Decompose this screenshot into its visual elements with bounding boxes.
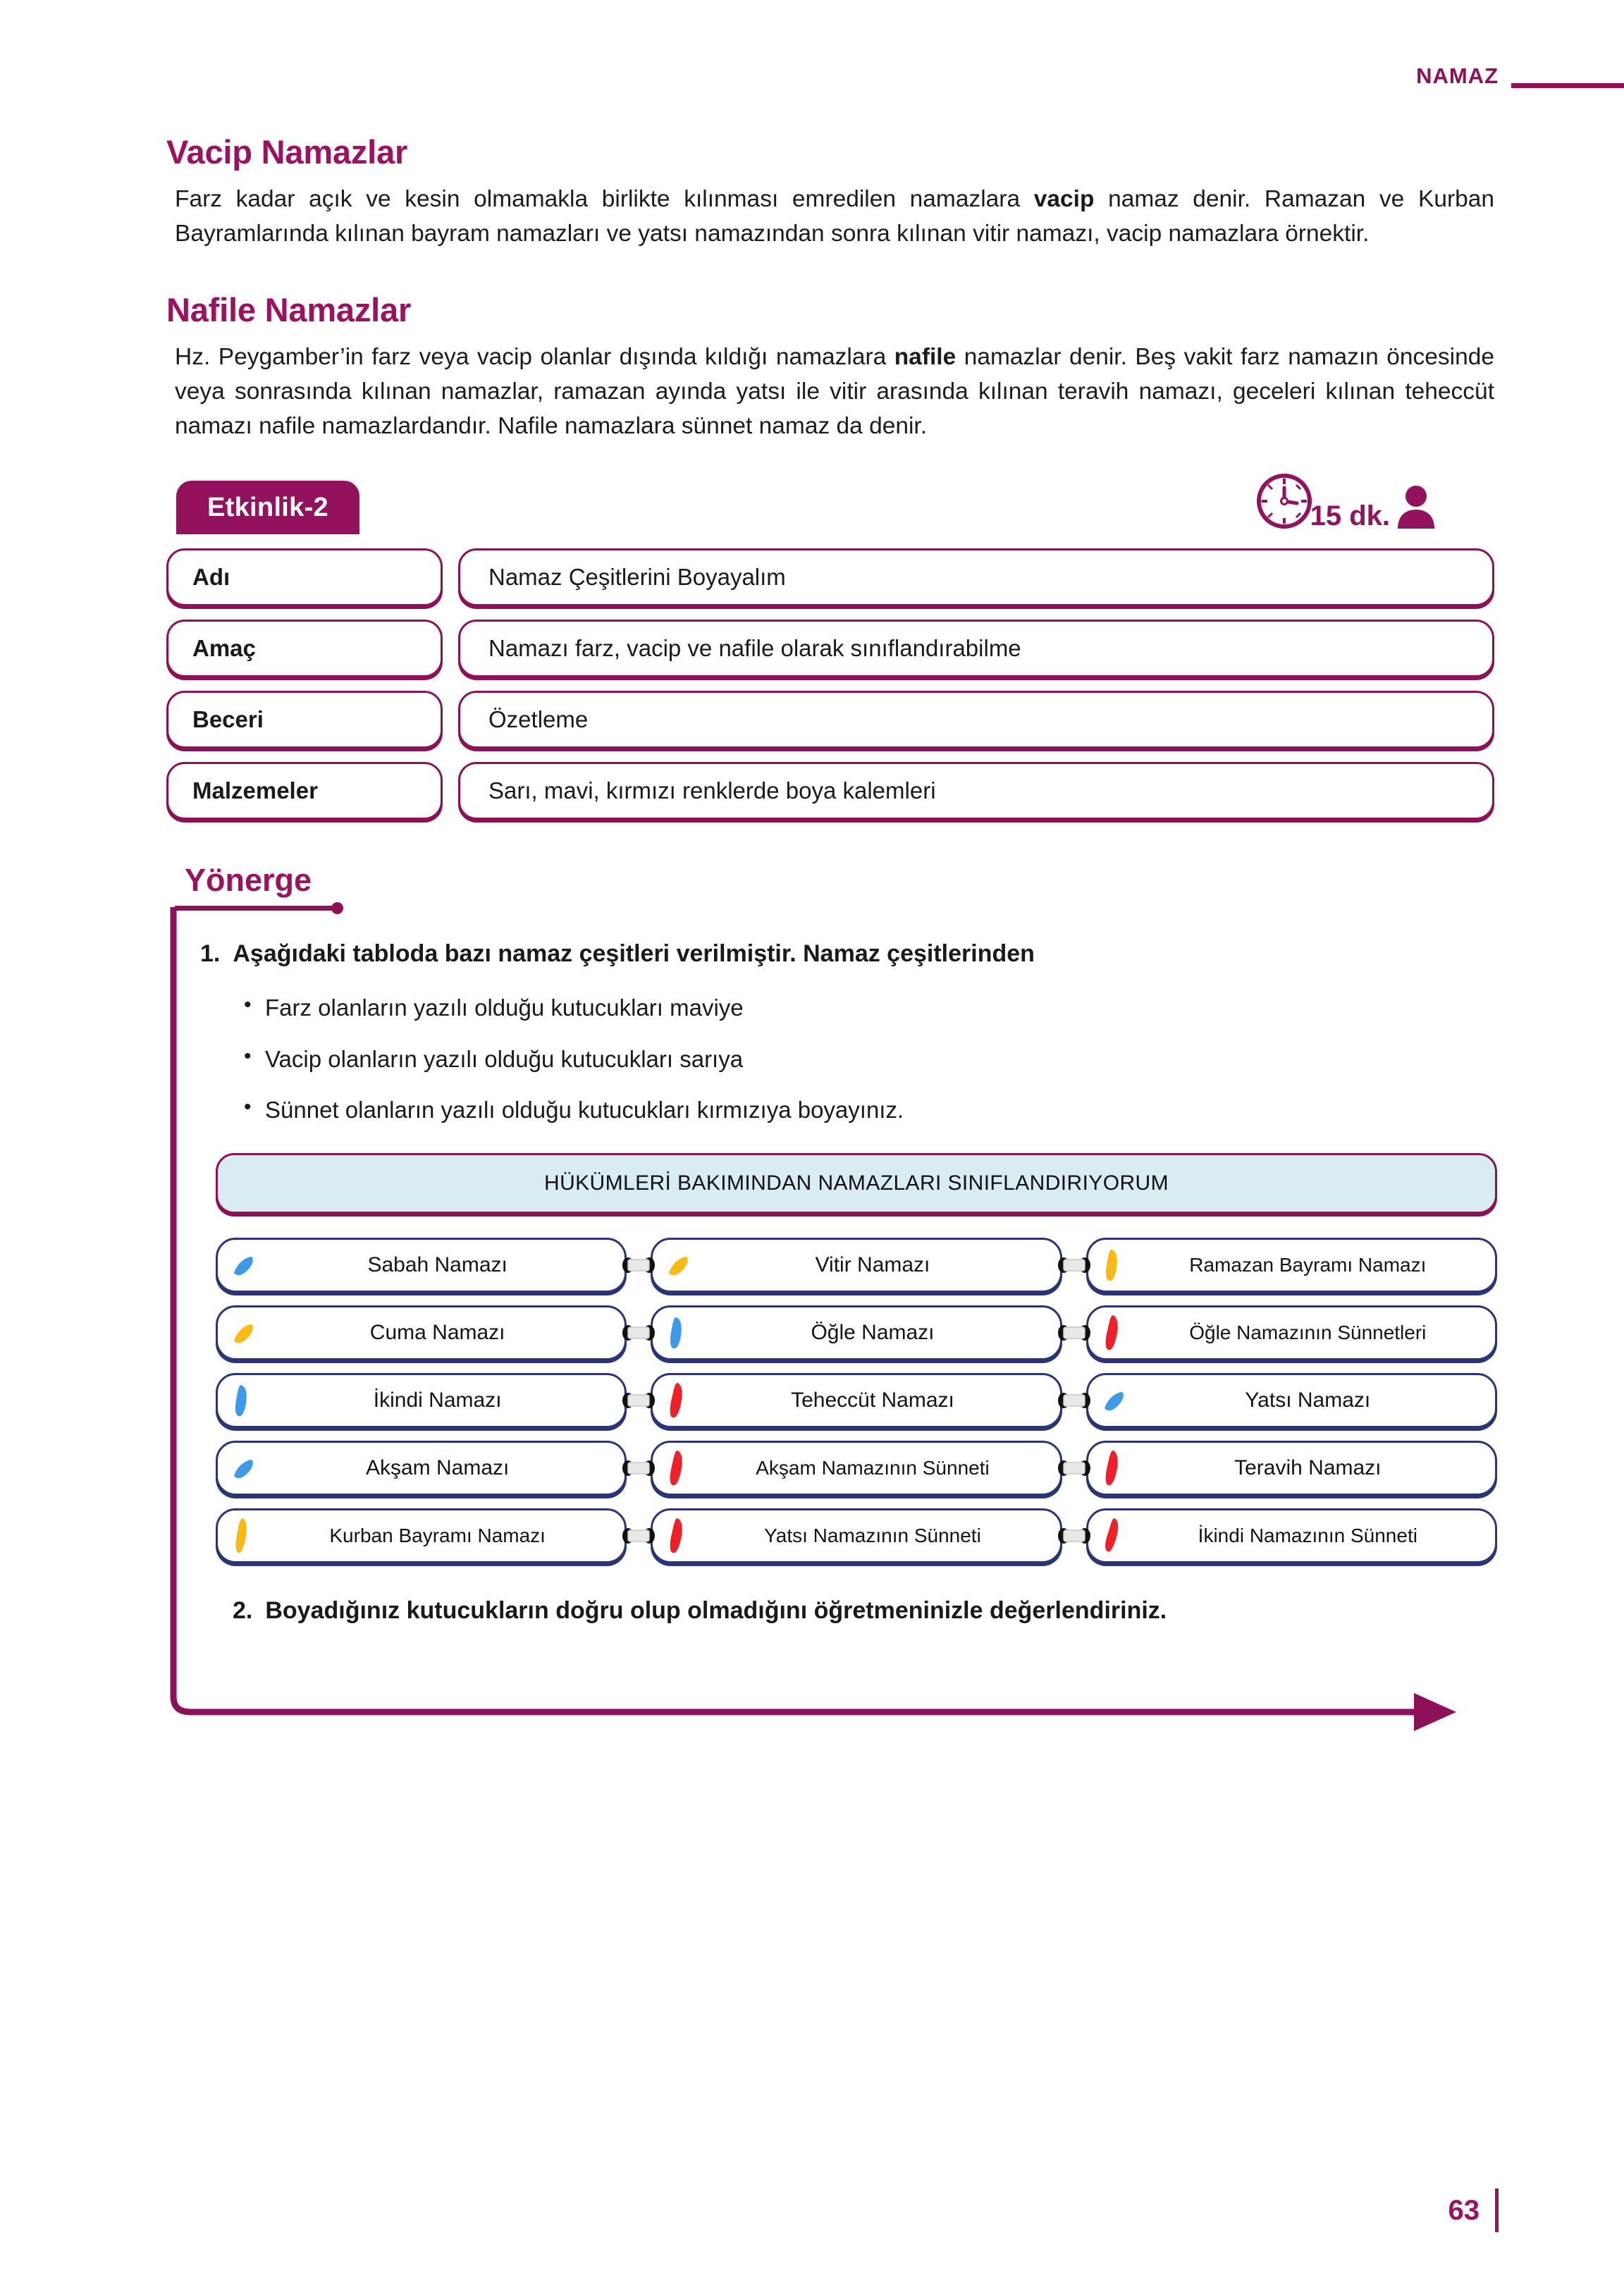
namaz-classification-table [216,1153,1497,1563]
namaz-label: Ramazan Bayramı Namazı [1189,1253,1427,1276]
instruction-step-2 [233,1597,1494,1625]
list-item: • Sünnet olanların yazılı olduğu kutucukları kırmızıya boyayınız. [244,1094,1494,1126]
crayon-stroke-icon [225,1516,262,1556]
header-rule [1511,83,1624,88]
page-header [0,55,1624,97]
footer-rule [1495,2189,1499,2232]
namaz-grid [216,1238,1497,1563]
crayon-stroke-icon [660,1448,696,1488]
paragraph-bold-term: nafile [894,343,956,370]
namaz-label: Öğle Namazı [811,1320,935,1344]
crayon-stroke-icon [660,1315,696,1351]
table-header-label: HÜKÜMLERİ BAKIMINDAN NAMAZLARI SINIFLANDIRIYORUM [544,1171,1169,1195]
section-paragraph-vacip [166,182,1494,251]
info-value-malzemeler: Sarı, mavi, kırmızı renklerde boya kalemleri [458,762,1494,820]
paragraph-prefix: Hz. Peygamber’in farz veya vacip olanlar dışında kıldığı namazlara [175,343,894,370]
namaz-box-kurban-bayrami[interactable] [216,1508,627,1563]
section-heading-vacip: Vacip Namazlar [166,133,408,171]
info-key-malzemeler: Malzemeler [166,762,443,820]
namaz-label: Teravih Namazı [1234,1455,1382,1479]
activity-duration-label: 15 dk. [1310,500,1390,531]
crayon-stroke-icon [1095,1313,1132,1353]
crayon-stroke-icon [1095,1516,1132,1556]
activity-duration-block [1254,471,1437,535]
table-row [216,1305,1497,1360]
activity-badge: Etkinlik-2 [176,481,359,534]
info-value-adi: Namaz Çeşitlerini Boyayalım [458,548,1494,606]
page-header-title: NAMAZ [1416,63,1499,88]
yonerge-underline-bar [175,906,338,911]
namaz-box-yatsi-sunneti[interactable] [651,1508,1062,1563]
step-2-number: 2. [233,1596,253,1624]
namaz-box-cuma[interactable] [216,1305,627,1360]
table-row [216,1441,1497,1496]
step-2-text: Boyadığınız kutucukların doğru olup olmadığını öğretmeninizle değerlendiriniz. [265,1596,1167,1624]
paragraph-prefix: Farz kadar açık ve kesin olmamakla birlikte kılınması emredilen namazlara [175,185,1034,212]
step-1-text: Aşağıdaki tabloda bazı namaz çeşitleri verilmiştir. Namaz çeşitlerinden [233,940,1035,967]
list-item: • Vacip olanların yazılı olduğu kutucukları sarıya [244,1043,1494,1076]
connector-icon [1058,1253,1090,1277]
connector-icon [622,1253,655,1277]
namaz-box-sabah[interactable] [216,1238,627,1293]
crayon-stroke-icon [225,1382,262,1419]
connector-icon [1058,1456,1090,1480]
namaz-box-teravih[interactable] [1086,1441,1497,1496]
page-number: 63 [1448,2194,1480,2226]
yonerge-section [166,863,1494,1625]
connector-icon [1058,1389,1090,1412]
namaz-label: Öğle Namazının Sünnetleri [1189,1321,1427,1343]
namaz-label: Sabah Namazı [367,1252,508,1276]
crayon-stroke-icon [660,1249,696,1281]
info-value-beceri: Özetleme [458,691,1494,749]
step-1-number: 1. [200,940,221,967]
yonerge-underline [175,902,351,913]
namaz-label: Vitir Namazı [815,1252,930,1276]
namaz-label: Akşam Namazı [365,1455,510,1479]
info-key-adi: Adı [166,548,443,606]
table-row [166,620,1494,677]
table-row [166,691,1494,749]
namaz-box-vitir[interactable] [651,1238,1062,1293]
list-item: • Farz olanların yazılı olduğu kutucukları maviye [244,992,1494,1024]
namaz-box-teheccut[interactable] [651,1373,1062,1428]
table-row [216,1238,1497,1293]
connector-icon [1058,1524,1090,1548]
yonerge-title: Yönerge [185,861,312,898]
namaz-box-aksam[interactable] [216,1441,627,1496]
yonerge-title-wrap [175,863,1494,897]
page-footer [1448,2189,1499,2232]
info-key-amac: Amaç [166,620,443,677]
section-heading-nafile: Nafile Namazlar [166,291,412,329]
table-row [216,1373,1497,1428]
clock-icon [1254,471,1315,535]
table-row [166,762,1494,820]
paragraph-bold-term: vacip [1033,185,1095,212]
paragraph-suffix: namaz denir. Ramazan ve Kurban Bayramlarında kılınan bayram namazları ve yatsı namazından sonra kılınan vitir namazı, vacip namazlara örnektir. [175,185,1494,247]
connector-icon [622,1524,655,1548]
activity-header [166,481,1494,548]
yonerge-instructions [175,913,1494,1625]
namaz-box-ramazan-bayrami[interactable] [1086,1238,1497,1293]
namaz-label: Cuma Namazı [369,1320,505,1344]
info-key-beceri: Beceri [166,691,443,749]
namaz-box-ogle[interactable] [651,1305,1062,1360]
namaz-label: Yatsı Namazının Sünneti [764,1524,981,1546]
crayon-stroke-icon [1095,1384,1132,1417]
activity-info-table [166,548,1494,820]
crayon-stroke-icon [1095,1448,1132,1488]
connector-icon [622,1389,655,1412]
connector-icon [622,1321,655,1345]
crayon-stroke-icon [660,1381,696,1420]
connector-icon [1058,1321,1090,1345]
crayon-stroke-icon [225,1317,262,1349]
table-header-banner [216,1153,1497,1214]
namaz-box-yatsi[interactable] [1086,1373,1497,1428]
namaz-box-aksam-sunneti[interactable] [651,1441,1062,1496]
crayon-stroke-icon [1095,1247,1132,1283]
namaz-box-ikindi[interactable] [216,1373,627,1428]
instruction-step-1 [200,937,1494,971]
namaz-label: Kurban Bayramı Namazı [329,1524,546,1546]
section-paragraph-nafile [166,340,1494,444]
person-icon [1396,484,1437,532]
namaz-label: Teheccüt Namazı [791,1388,954,1412]
namaz-label: İkindi Namazının Sünneti [1198,1524,1417,1546]
namaz-label: İkindi Namazı [373,1388,502,1412]
crayon-stroke-icon [225,1249,262,1281]
crayon-stroke-icon [660,1516,696,1556]
table-row [216,1508,1497,1563]
instruction-bullet-list [244,992,1494,1126]
paragraph-suffix: namazlar denir. Beş vakit farz namazın öncesinde veya sonrasında kılınan namazlar, ramazan ayında yatsı ile vitir arasında kılınan teravih namazı, geceleri kılınan teheccüt namazı nafile namazlardandır. Nafile namazlara sünnet namaz da denir. [175,343,1494,440]
crayon-stroke-icon [225,1452,262,1484]
table-row [166,548,1494,606]
connector-icon [622,1456,655,1480]
info-value-amac: Namazı farz, vacip ve nafile olarak sınıflandırabilme [458,620,1494,677]
namaz-box-ikindi-sunneti[interactable] [1086,1508,1497,1563]
yonerge-underline-dot [331,902,343,914]
page-content [166,134,1494,1625]
namaz-label: Yatsı Namazı [1245,1388,1371,1412]
namaz-box-ogle-sunnetleri[interactable] [1086,1305,1497,1360]
namaz-label: Akşam Namazının Sünneti [756,1456,990,1479]
